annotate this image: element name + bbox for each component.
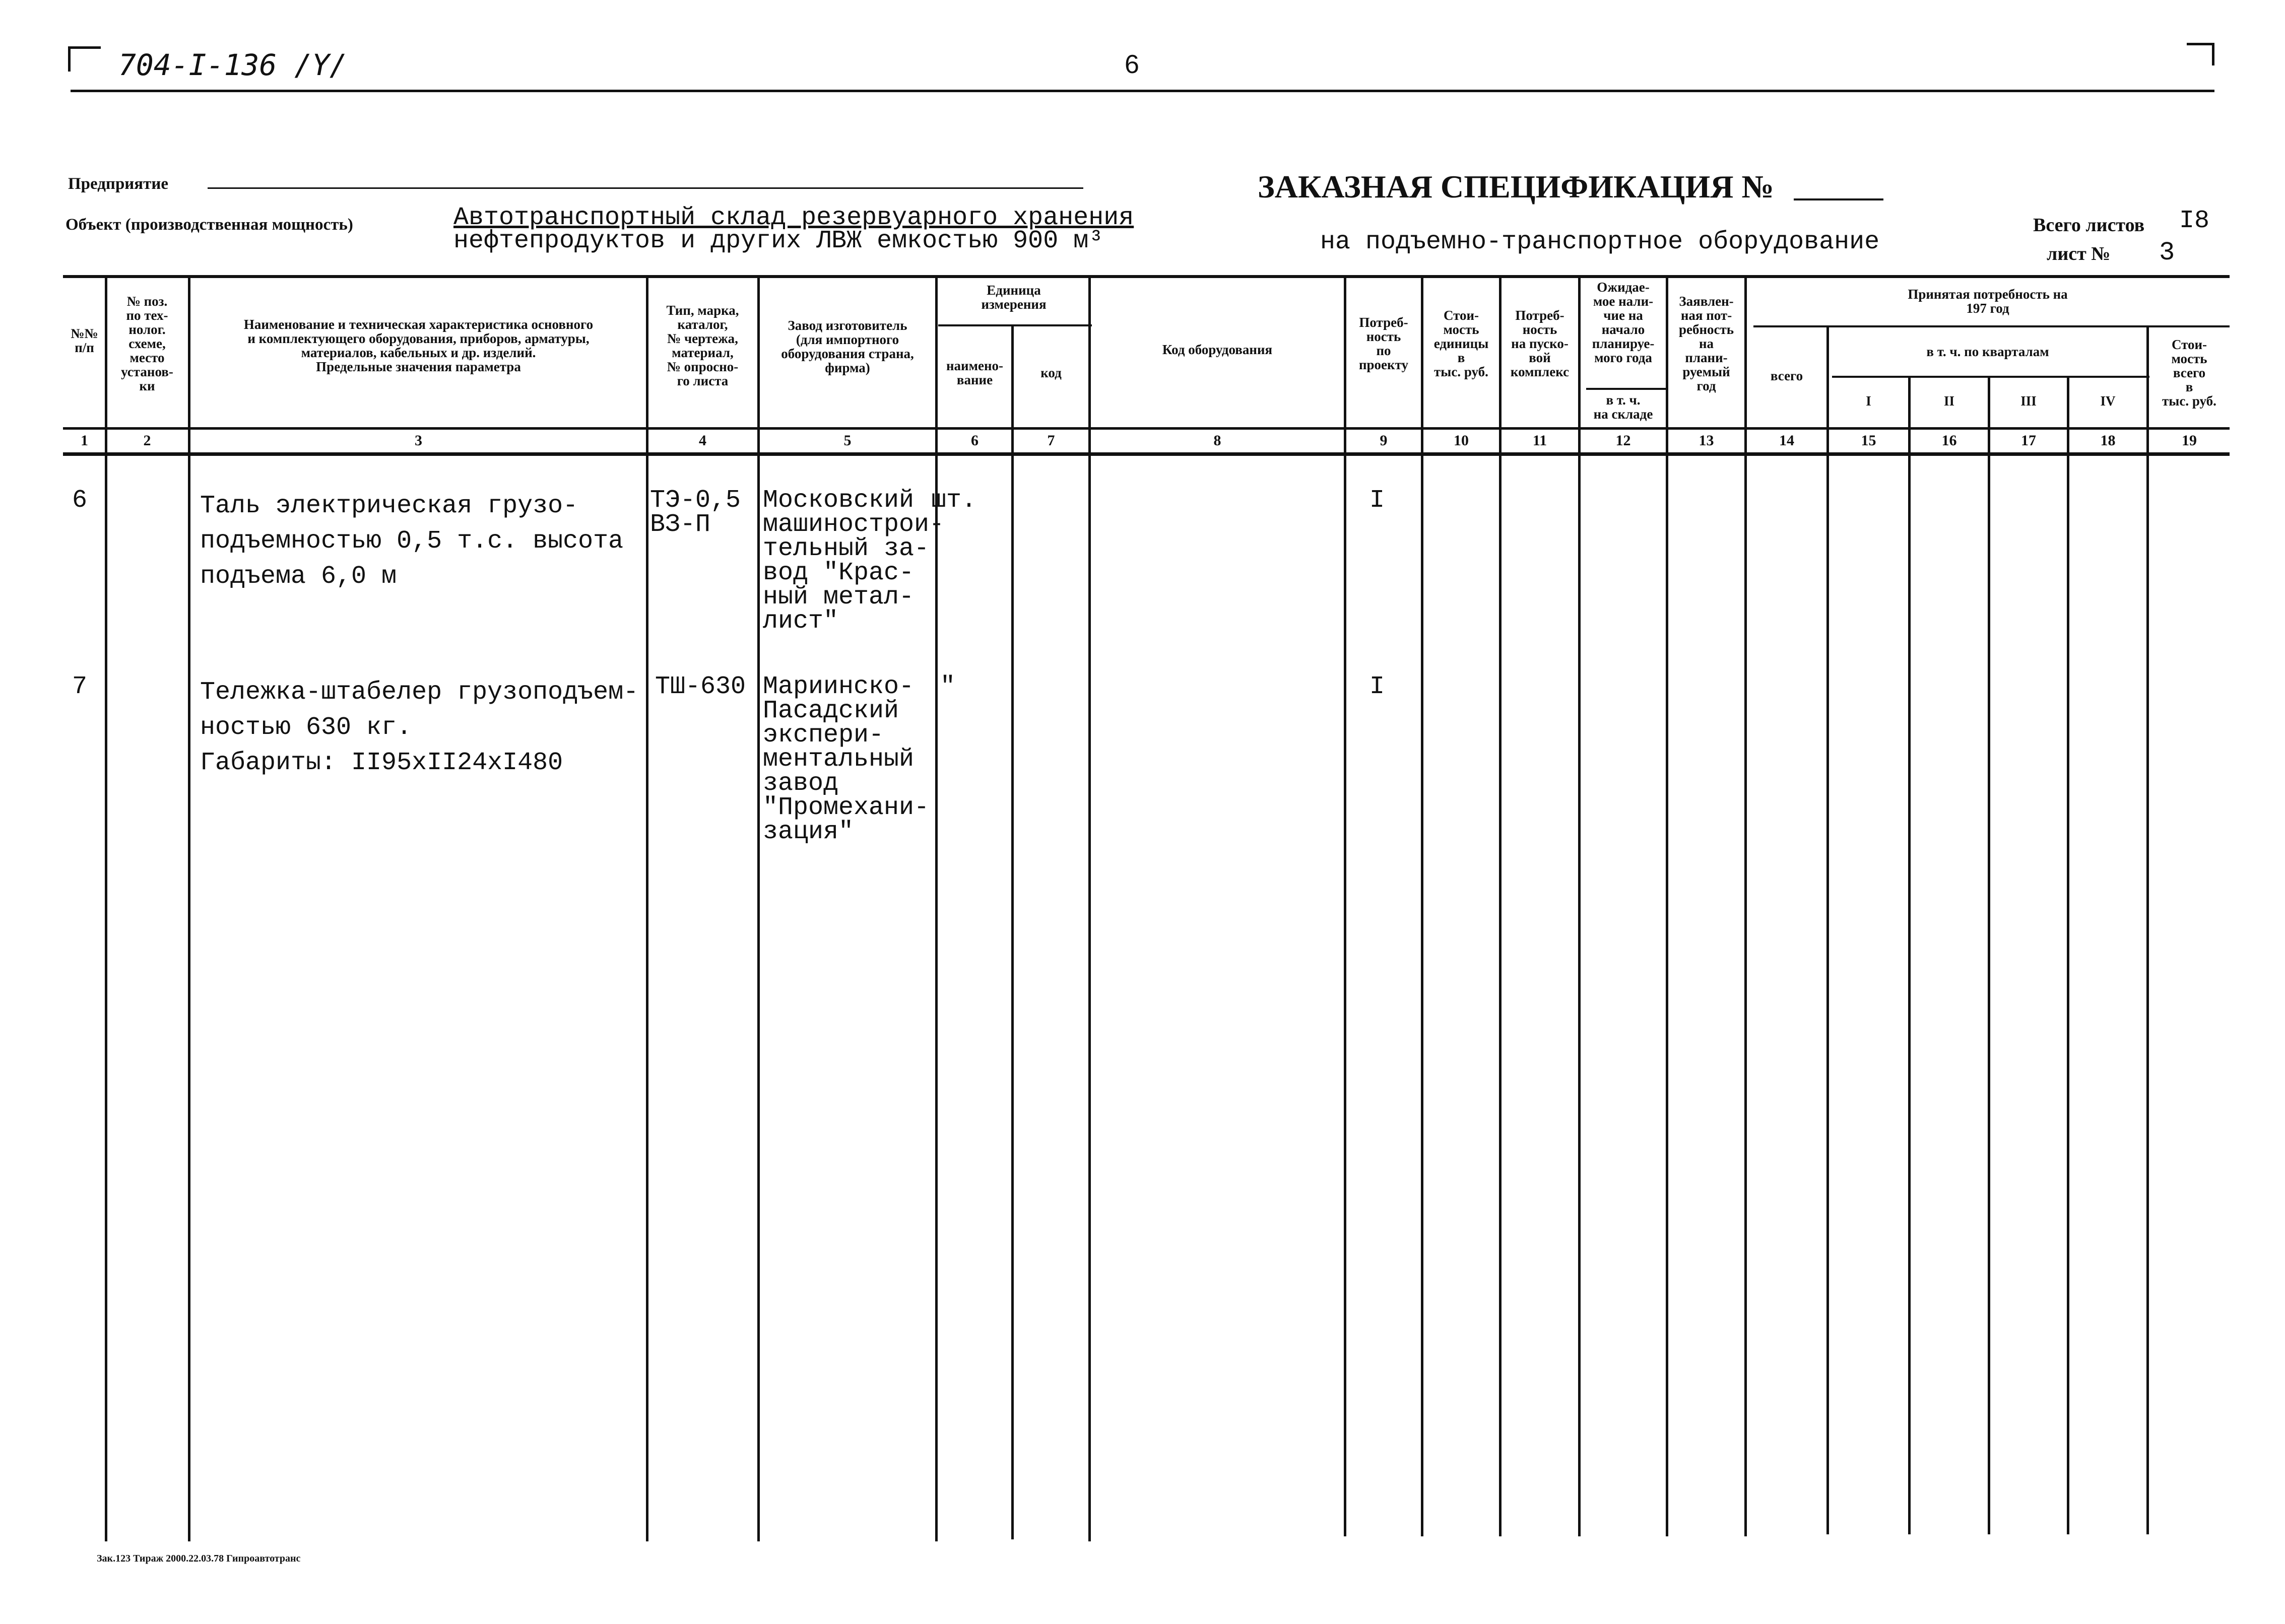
- corner-mark-left: [68, 46, 101, 72]
- header-accepted-need-group: Принятая потребность на 197 год: [1908, 287, 2068, 316]
- header-manufacturer: Завод изготовитель (для импортного оборудования страна, фирма): [781, 318, 914, 375]
- object-line-2: нефтепродуктов и других ЛВЖ емкостью 900 м³: [453, 227, 1104, 255]
- document-code: 704-I-136 /Y/: [118, 48, 347, 82]
- column-number-rule: [63, 452, 2230, 456]
- table-top-rule: [63, 275, 2230, 278]
- object-line-1: Автотранспортный склад резервуарного хранения: [453, 204, 1134, 232]
- header-total: всего: [1770, 368, 1803, 383]
- column-number: 7: [1047, 432, 1055, 449]
- header-position: № поз. по тех- нолог. схеме, место установ- ки: [121, 294, 173, 393]
- spec-title: ЗАКАЗНАЯ СПЕЦИФИКАЦИЯ №: [1258, 169, 1774, 205]
- header-equipment-code: Код оборудования: [1162, 342, 1273, 357]
- header-expected-availability: Ожидае- мое нали- чие на начало планируе- мого года: [1592, 280, 1655, 365]
- header-name: Наименование и техническая характеристика основного и комплектующего оборудования, приборов, арматуры, материалов, кабельных и др. изделий. Предельные значения параметра: [243, 317, 594, 374]
- column-divider: [1088, 277, 1091, 1541]
- availability-divider: [1586, 388, 1668, 390]
- column-number: 15: [1861, 432, 1876, 449]
- header-unit-code: код: [1040, 365, 1062, 380]
- accepted-group-divider: [1753, 325, 2230, 327]
- header-unit-cost: Стои- мость единицы в тыс. руб.: [1433, 308, 1489, 379]
- header-quarter-3: III: [2020, 393, 2037, 409]
- row-name: Таль электрическая грузо- подъемностью 0,5 т.с. высота подъема 6,0 м: [200, 492, 624, 591]
- row-type: ТЭ-0,5 ВЗ-П: [650, 486, 741, 539]
- header-project-need: Потреб- ность по проекту: [1358, 315, 1409, 372]
- column-divider: [757, 277, 760, 1541]
- column-number: 17: [2021, 432, 2036, 449]
- header-type: Тип, марка, каталог, № чертежа, материал, № опросно- го листа: [666, 303, 739, 388]
- row-name: Тележка-штабелер грузоподъем- ностью 630 кг. Габариты: II95хII24хI480: [200, 678, 639, 777]
- column-divider: [1344, 277, 1346, 1536]
- row-quantity: I: [1369, 486, 1385, 515]
- header-quarter-1: I: [1866, 393, 1871, 409]
- column-divider: [1011, 325, 1014, 1539]
- enterprise-label: Предприятие: [68, 175, 169, 193]
- sheet-number-value: 3: [2159, 238, 2175, 267]
- column-divider: [2146, 325, 2149, 1534]
- column-number: 12: [1615, 432, 1631, 449]
- column-divider: [1578, 277, 1581, 1536]
- column-divider: [1826, 325, 1829, 1534]
- header-total-cost: Стои- мость всего в тыс. руб.: [2162, 337, 2216, 409]
- header-quarter-2: II: [1943, 393, 1954, 409]
- column-number: 14: [1779, 432, 1794, 449]
- enterprise-fill-line: [208, 187, 1083, 189]
- header-in-stock: в т. ч. на складе: [1593, 392, 1653, 422]
- quarters-group-divider: [1832, 376, 2149, 378]
- column-number: 5: [843, 432, 852, 449]
- unit-group-divider: [938, 324, 1092, 326]
- header-unit-name: наимено- вание: [946, 358, 1004, 387]
- row-unit: шт.: [931, 486, 977, 515]
- row-number: 7: [72, 672, 88, 701]
- column-number: 11: [1532, 432, 1547, 449]
- column-divider: [1988, 376, 1990, 1534]
- column-divider: [105, 277, 107, 1541]
- header-declared-need: Заявлен- ная пот- ребность на плани- руемый год: [1678, 294, 1734, 393]
- print-note: Зак.123 Тираж 2000.22.03.78 Гипроавтотранс: [97, 1553, 301, 1564]
- column-divider: [1908, 376, 1911, 1534]
- column-number: 18: [2100, 432, 2116, 449]
- corner-mark-right: [2187, 43, 2214, 65]
- header-row-number: №№ п/п: [71, 326, 98, 355]
- column-divider: [646, 277, 648, 1541]
- column-number: 2: [143, 432, 151, 449]
- column-divider: [1499, 277, 1501, 1536]
- header-unit-group: Единица измерения: [981, 283, 1047, 312]
- header-bottom-rule: [63, 427, 2230, 430]
- sheet-number-label: лист №: [2047, 243, 2111, 264]
- column-number: 8: [1213, 432, 1221, 449]
- column-number: 6: [971, 432, 978, 449]
- column-number: 9: [1380, 432, 1388, 449]
- column-number: 1: [81, 432, 88, 449]
- row-manufacturer: Мариинско- Пасадский экспери- ментальный завод "Промехани- зация": [763, 672, 930, 846]
- spec-number-line: [1794, 198, 1883, 200]
- column-divider: [935, 277, 938, 1541]
- header-quarters-group: в т. ч. по кварталам: [1926, 344, 2049, 359]
- page-number: 6: [1125, 50, 1139, 79]
- spec-subtitle: на подъемно-транспортное оборудование: [1320, 228, 1880, 256]
- column-number: 19: [2182, 432, 2197, 449]
- total-sheets-label: Всего листов: [2033, 215, 2145, 236]
- object-label: Объект (производственная мощность): [66, 216, 353, 234]
- column-divider: [188, 277, 190, 1541]
- row-number: 6: [72, 486, 88, 515]
- column-divider: [1421, 277, 1423, 1536]
- top-rule: [71, 90, 2214, 92]
- column-number: 3: [415, 432, 422, 449]
- column-divider: [1744, 277, 1747, 1536]
- column-number: 16: [1941, 432, 1957, 449]
- row-manufacturer: Московский машинострои- тельный за- вод "Крас- ный метал- лист": [763, 486, 945, 636]
- column-divider: [1666, 277, 1668, 1536]
- total-sheets-value: I8: [2179, 207, 2210, 235]
- column-number: 10: [1454, 432, 1469, 449]
- column-divider: [2067, 376, 2069, 1534]
- header-startup-need: Потреб- ность на пуско- вой комплекс: [1510, 308, 1570, 379]
- column-number: 13: [1699, 432, 1714, 449]
- row-unit: ": [940, 672, 956, 701]
- column-number: 4: [699, 432, 706, 449]
- row-type: ТШ-630: [655, 672, 746, 701]
- header-quarter-4: IV: [2100, 393, 2116, 409]
- row-quantity: I: [1369, 672, 1385, 701]
